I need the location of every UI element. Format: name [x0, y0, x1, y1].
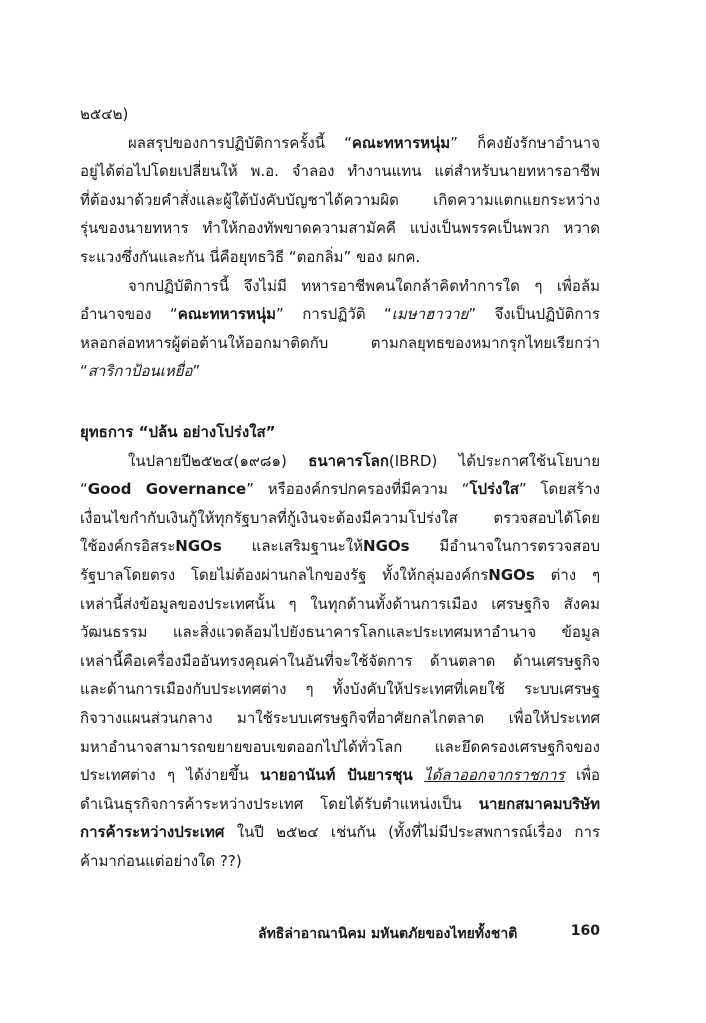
bold-term: NGOs [363, 537, 410, 556]
underlined-italic-term: ได้ลาออกจากราชการ [424, 766, 565, 785]
bold-term: คณะทหารหนุ่ม [351, 133, 451, 152]
body-text-upper [80, 100, 600, 386]
text-line: เงื่อนไขกำกับเงินกู้ให้ทุกรัฐบาลที่กู้เงินจะต้องมีความโปร่งใส ตรวจสอบได้โดย [80, 508, 600, 527]
text-line: อยู่ได้ต่อไปโดยเปลี่ยนให้ พ.อ. จำลอง ทำงานแทน แต่สำหรับนายทหารอาชีพ [80, 162, 600, 181]
section-heading: ยุทธการ “ปล้น อย่างโปร่งใส” [80, 423, 276, 441]
text-line: ค้ามาก่อนแต่อย่างใด ??) [80, 851, 242, 870]
text-line: อำนาจของ “คณะทหารหนุ่ม” การปฏิวัติ “เมษาฮาวาย” จึงเป็นปฏิบัติการ [80, 305, 600, 324]
italic-term: สาริกาป้อนเหยื่อ [87, 362, 193, 381]
text-line: ระแวงซึ่งกันและกัน นี่คือยุทธวิธี “ตอกลิ่ม” ของ ผกค. [80, 247, 421, 266]
text-line: ประเทศต่าง ๆ ได้ง่ายขึ้น นายอานันท์ ปันยารชุน ได้ลาออกจากราชการ เพื่อ [80, 766, 600, 785]
bold-term: นายอานันท์ ปันยารชุน [260, 766, 413, 785]
text-line: เหล่านี้คือเครื่องมืออันทรงคุณค่าในอันที่จะใช้จัดการ ด้านตลาด ด้านเศรษฐกิจ [80, 651, 600, 670]
text-line: หลอกล่อทหารผู้ต่อต้านให้ออกมาติดกับ ตามกลยุทธของหมากรุกไทยเรียกว่า [80, 333, 600, 352]
bold-term: Good Governance [87, 480, 247, 499]
bold-term: นายกสมาคมบริษัท [478, 794, 600, 813]
text-line: ๒๕๔๒) [80, 105, 129, 123]
text-line: จากปฏิบัติการนี้ จึงไม่มี ทหารอาชีพคนใดกล้าคิดทำการใด ๆ เพื่อล้ม [128, 276, 600, 295]
text-line: รัฐบาลโดยตรง โดยไม่ต้องผ่านกลไกของรัฐ ทั้งให้กลุ่มองค์กรNGOs ต่าง ๆ [80, 565, 600, 584]
page-number: 160 [570, 923, 600, 939]
text-line: ในปลายปี๒๕๒๔(๑๙๘๑) ธนาคารโลก(IBRD) ได้ประกาศใช้นโยบาย [128, 451, 600, 470]
bold-term: โปร่งใส [469, 480, 519, 499]
text-line: รุ่นของนายทหาร ทำให้กองทัพขาดความสามัคคี แบ่งเป็นพรรคเป็นพวก หวาด [80, 219, 600, 238]
bold-term: NGOs [175, 537, 222, 556]
text-line: การค้าระหว่างประเทศ ในปี ๒๕๒๔ เช่นกัน (ทั้งที่ไม่มีประสพการณ์เรื่อง การ [80, 823, 600, 842]
text-line: วัฒนธรรม และสิ่งแวดล้อมไปยังธนาคารโลกและประเทศมหาอำนาจ ข้อมูล [80, 623, 600, 642]
bold-term: ธนาคารโลก [308, 451, 389, 470]
footer-book-title: ลัทธิล่าอาณานิคม มหันตภัยของไทยทั้งชาติ [258, 926, 518, 942]
page-footer [80, 923, 600, 943]
text-line: “Good Governance” หรือองค์กรปกครองที่มีความ “โปร่งใส” โดยสร้าง [80, 480, 600, 499]
text-line: ใช้องค์กรอิสระNGOs และเสริมฐานะให้NGOs มีอำนาจในการตรวจสอบ [80, 537, 600, 556]
text-line: ผลสรุปของการปฏิบัติการครั้งนี้ “คณะทหารหนุ่ม” ก็คงยังรักษาอำนาจ [128, 133, 600, 152]
text-line: “สาริกาป้อนเหยื่อ” [80, 362, 201, 381]
text-line: มหาอำนาจสามารถขยายขอบเขตออกไปได้ทั่วโลก และยึดครองเศรษฐกิจของ [80, 737, 600, 756]
body-text-lower [80, 418, 600, 876]
bold-term: การค้าระหว่างประเทศ [80, 823, 225, 842]
text-line: ดำเนินธุรกิจการค้าระหว่างประเทศ โดยได้รับตำแหน่งเป็น นายกสมาคมบริษัท [80, 794, 600, 813]
text-line: เหล่านี้ส่งข้อมูลของประเทศนั้น ๆ ในทุกด้านทั้งด้านการเมือง เศรษฐกิจ สังคม [80, 594, 600, 613]
text-line: ที่ต้องมาด้วยคำสั่งและผู้ใต้บังคับบัญชาได้ความผิด เกิดความแตกแยกระหว่าง [80, 190, 600, 209]
text-line: กิจวางแผนส่วนกลาง มาใช้ระบบเศรษฐกิจที่อาศัยกลไกตลาด เพื่อให้ประเทศ [80, 708, 600, 727]
bold-term: คณะทหารหนุ่ม [177, 305, 277, 324]
text-line: และด้านการเมืองกับประเทศต่าง ๆ ทั้งบังคับให้ประเทศที่เคยใช้ ระบบเศรษฐ [80, 680, 600, 699]
bold-term: NGOs [488, 565, 535, 584]
italic-term: เมษาฮาวาย [391, 305, 469, 324]
